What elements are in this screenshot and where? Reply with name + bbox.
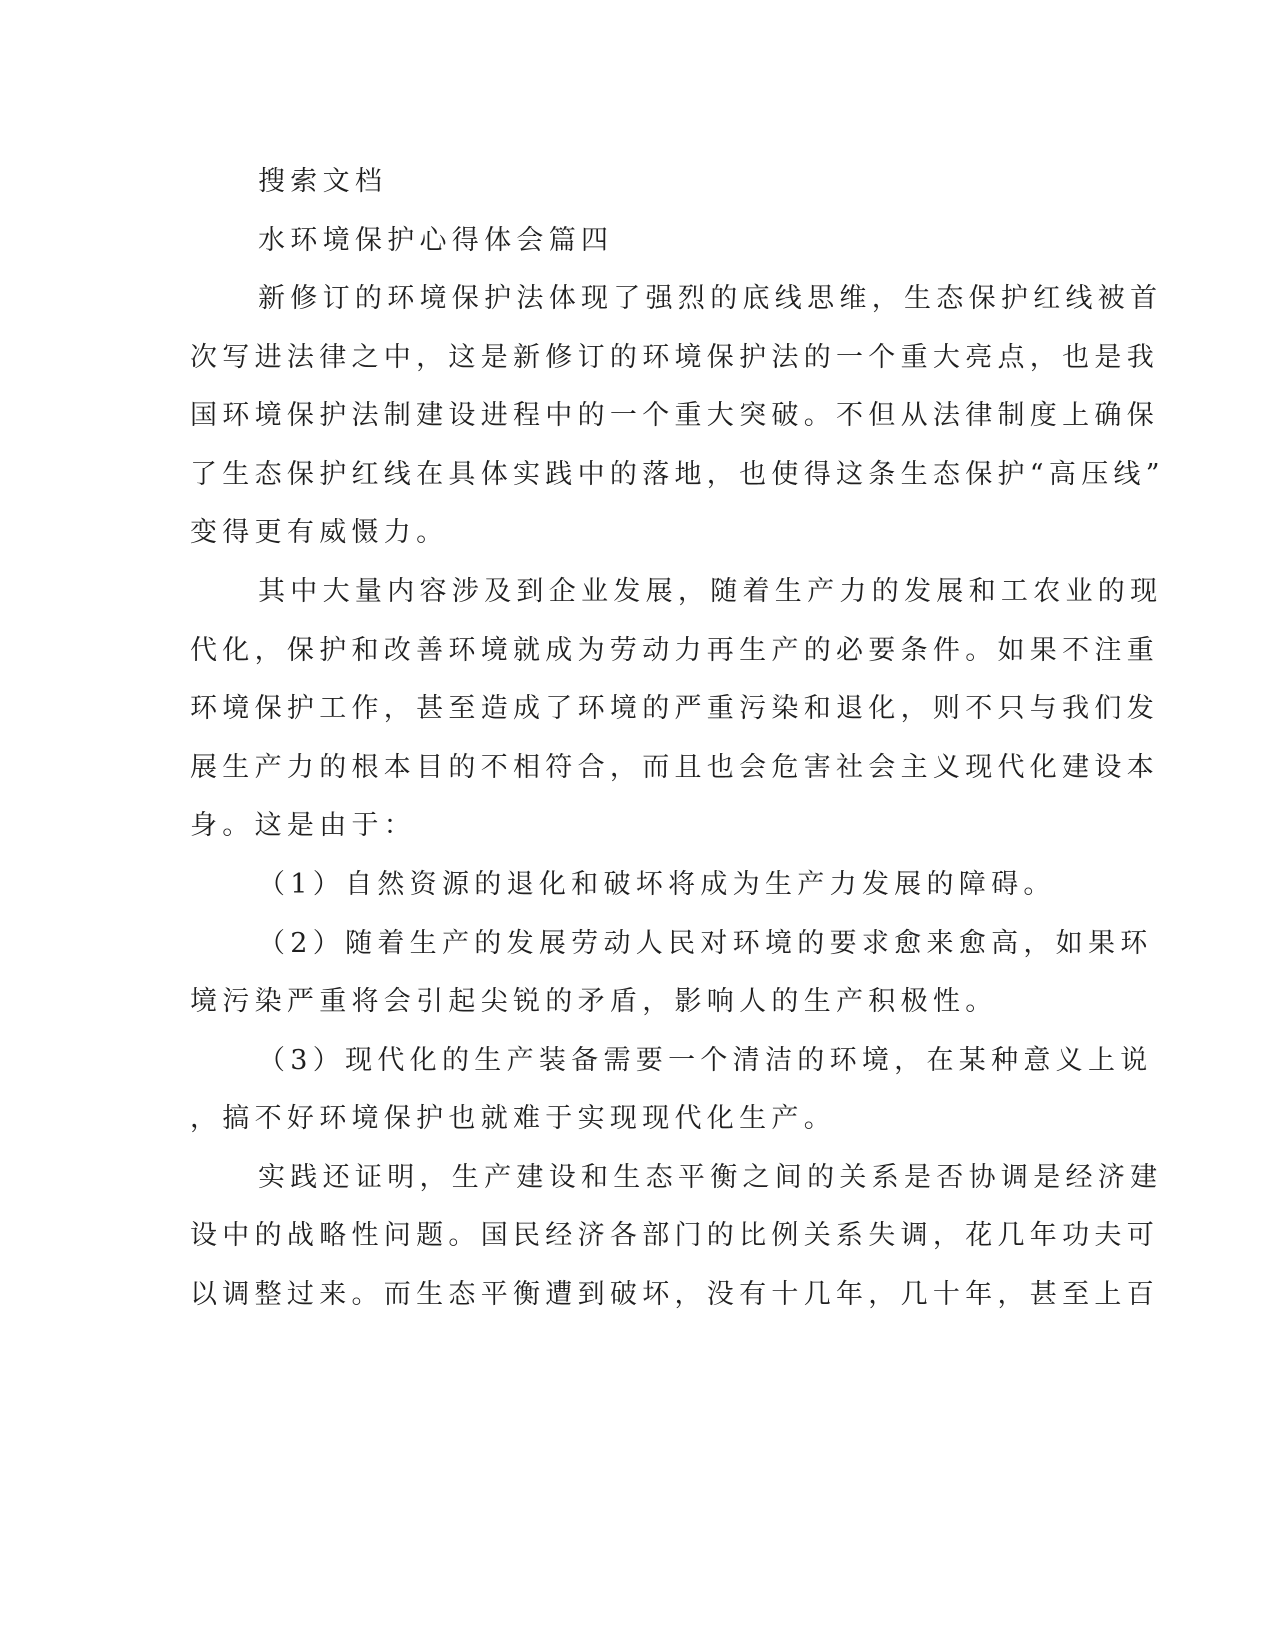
- list-item-3-line-2: ，搞不好环境保护也就难于实现现代化生产。: [190, 1103, 836, 1134]
- paragraph-2-line-5: 身。这是由于：: [190, 810, 417, 841]
- paragraph-3-line-1: 实践还证明，生产建设和生态平衡之间的关系是否协调是经济建: [258, 1162, 1163, 1193]
- paragraph-3-line-2: 设中的战略性问题。国民经济各部门的比例关系失调，花几年功夫可: [190, 1220, 1159, 1251]
- paragraph-2-line-3: 环境保护工作，甚至造成了环境的严重污染和退化，则不只与我们发: [190, 693, 1159, 724]
- paragraph-1-line-3: 国环境保护法制建设进程中的一个重大突破。不但从法律制度上确保: [190, 400, 1159, 431]
- paragraph-1-line-1: 新修订的环境保护法体现了强烈的底线思维，生态保护红线被首: [258, 283, 1163, 314]
- document-title: 水环境保护心得体会篇四: [258, 225, 614, 256]
- list-item-2-line-1: （2）随着生产的发展劳动人民对环境的要求愈来愈高，如果环: [258, 928, 1153, 959]
- paragraph-2-line-2: 代化，保护和改善环境就成为劳动力再生产的必要条件。如果不注重: [190, 635, 1159, 666]
- paragraph-2-line-4: 展生产力的根本目的不相符合，而且也会危害社会主义现代化建设本: [190, 752, 1159, 783]
- list-item-2-line-2: 境污染严重将会引起尖锐的矛盾，影响人的生产积极性。: [190, 986, 998, 1017]
- list-item-1: （1）自然资源的退化和破坏将成为生产力发展的障碍。: [258, 869, 1056, 900]
- search-document-label[interactable]: 搜索文档: [258, 166, 388, 197]
- paragraph-1-line-5: 变得更有威慑力。: [190, 517, 449, 548]
- paragraph-1-line-4: 了生态保护红线在具体实践中的落地，也使得这条生态保护“高压线”: [190, 459, 1165, 490]
- paragraph-1-line-2: 次写进法律之中，这是新修订的环境保护法的一个重大亮点，也是我: [190, 342, 1159, 373]
- list-item-3-line-1: （3）现代化的生产装备需要一个清洁的环境，在某种意义上说: [258, 1045, 1153, 1076]
- paragraph-2-line-1: 其中大量内容涉及到企业发展，随着生产力的发展和工农业的现: [258, 576, 1163, 607]
- paragraph-3-line-3: 以调整过来。而生态平衡遭到破坏，没有十几年，几十年，甚至上百: [190, 1279, 1159, 1310]
